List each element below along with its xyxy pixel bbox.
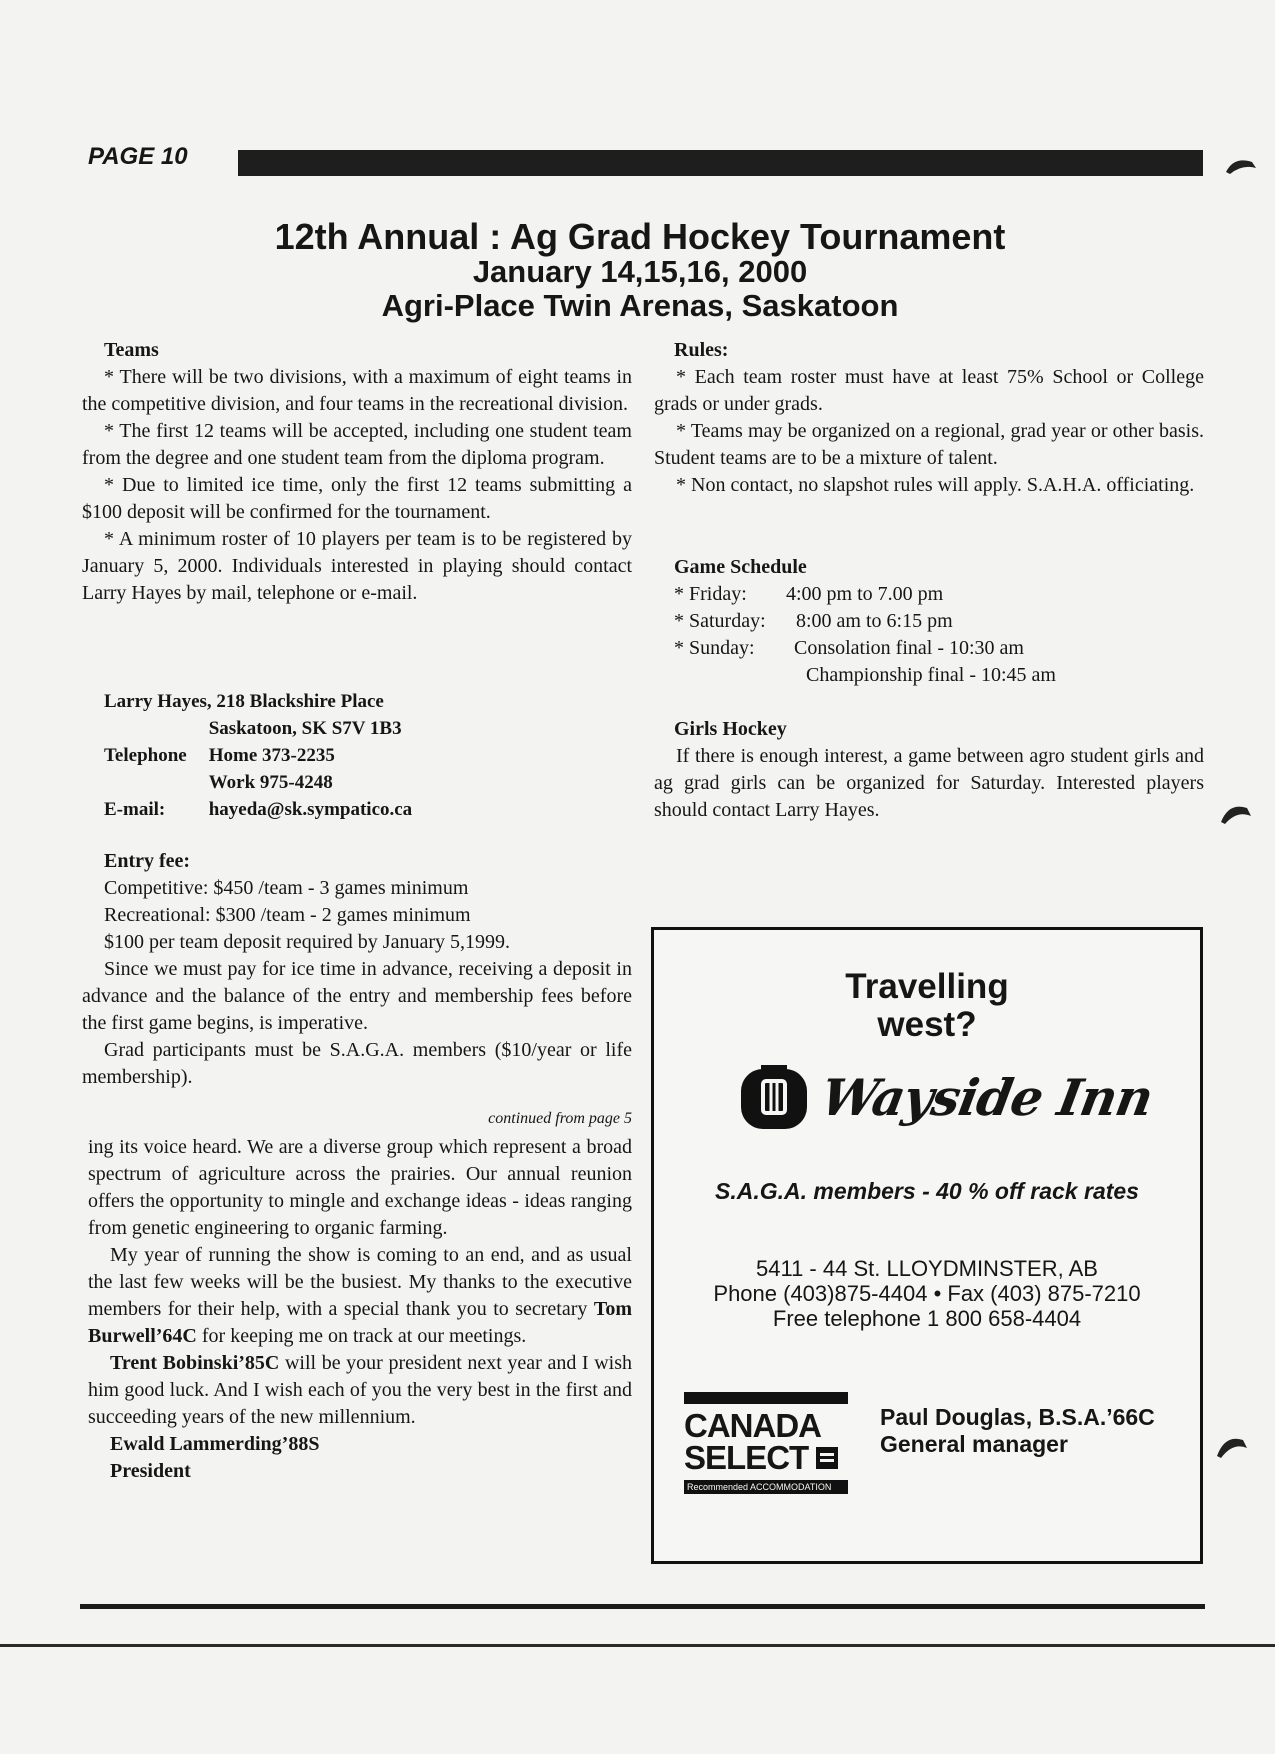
signature-title: President	[110, 1460, 191, 1482]
footer-rule	[80, 1604, 1205, 1609]
canada-select-canada: CANADA	[684, 1407, 821, 1444]
schedule-row-sunday	[674, 635, 1194, 662]
girls-hockey-section	[654, 716, 1204, 824]
teams-paragraph: * A minimum roster of 10 players per team is to be registered by January 5, 2000. Individuals interested in playing should contact Larry Hayes by mail, telephone or e-mail.	[82, 528, 632, 604]
continued-paragraph: ing its voice heard. We are a diverse group which represent a broad spectrum of agriculture across the prairies. Our annual reunion offers the opportunity to mingle and exchange ideas - ideas ranging from genetic engineering to organic farming.	[88, 1136, 632, 1239]
canada-select-select: SELECT	[684, 1439, 809, 1476]
signature-name: Ewald Lammerding’88S	[110, 1433, 320, 1455]
continued-text: My year of running the show is coming to an end, and as usual the last few weeks will be the busiest. My thanks to the executive members for their help, with a special thank you to secretary	[88, 1244, 632, 1320]
teams-paragraph: * Due to limited ice time, only the first 12 teams submitting a $100 deposit will be confirmed for the tournament.	[82, 474, 632, 523]
schedule-section	[674, 554, 1194, 689]
schedule-time: 8:00 am to 6:15 pm	[796, 610, 953, 632]
secretary-name: Tom Burwell’64C	[88, 1298, 632, 1347]
entry-fee-heading: Entry fee:	[104, 850, 191, 872]
wayside-logo	[739, 1063, 809, 1138]
entry-fee-paragraph: Grad participants must be S.A.G.A. members ($10/year or life membership).	[82, 1039, 632, 1088]
rules-section	[654, 337, 1204, 499]
continued-section	[88, 1134, 632, 1485]
binder-hole-icon	[1222, 152, 1262, 176]
page-edge-line	[0, 1644, 1275, 1647]
rule-item: * Each team roster must have at least 75% School or College grads or under grads.	[654, 366, 1204, 415]
continued-note: continued from page 5	[488, 1110, 632, 1127]
contact-city: Saskatoon, SK S7V 1B3	[208, 718, 402, 739]
entry-fee-section	[82, 848, 632, 1091]
article-dates: January 14,15,16, 2000	[472, 254, 808, 289]
schedule-day: * Saturday:	[674, 610, 766, 632]
ad-headline: Travelling	[845, 967, 1009, 1006]
logo-bar	[684, 1392, 848, 1404]
wayside-emblem-icon	[739, 1063, 809, 1133]
continued-text: for keeping me on track at our meetings.	[196, 1325, 527, 1347]
continued-text: will be your president next year and I wish him good luck. And I wish each of you the very best in the first and succeeding years of the new millennium.	[88, 1352, 632, 1428]
president-elect-name: Trent Bobinski’85C	[110, 1352, 280, 1374]
schedule-row-saturday	[674, 608, 1194, 635]
schedule-day: * Sunday:	[674, 637, 755, 659]
ad-offer: S.A.G.A. members - 40 % off rack rates	[715, 1178, 1139, 1204]
email-address[interactable]: hayeda@sk.sympatico.ca	[208, 799, 413, 820]
teams-section	[82, 337, 632, 607]
ad-address: 5411 - 44 St. LLOYDMINSTER, AB	[756, 1256, 1098, 1281]
contact-name-address: Larry Hayes, 218 Blackshire Place	[104, 691, 384, 712]
teams-heading: Teams	[104, 339, 159, 361]
entry-fee-paragraph: Since we must pay for ice time in advance, receiving a deposit in advance and the balance of the entry and membership fees before the first game begins, is imperative.	[82, 958, 632, 1034]
article-venue: Agri-Place Twin Arenas, Saskatoon	[381, 288, 899, 323]
continued-paragraph	[88, 1242, 632, 1350]
rule-item: * Teams may be organized on a regional, grad year or other basis. Student teams are to be a mixture of talent.	[654, 420, 1204, 469]
binder-hole-icon	[1217, 798, 1257, 826]
fee-competitive: Competitive: $450 /team - 3 games minimum	[104, 877, 469, 899]
continued-paragraph	[88, 1350, 632, 1431]
email-label: E-mail:	[104, 799, 166, 820]
teams-paragraph: * There will be two divisions, with a maximum of eight teams in the competitive division, and four teams in the recreational division.	[82, 366, 632, 415]
wayside-inn-ad	[651, 927, 1203, 1564]
schedule-row-friday	[674, 581, 1194, 608]
rule-item: * Non contact, no slapshot rules will apply. S.A.H.A. officiating.	[676, 474, 1195, 496]
telephone-label: Telephone	[104, 745, 187, 766]
page-number: PAGE 10	[88, 143, 188, 170]
schedule-time: Consolation final - 10:30 am	[794, 637, 1024, 659]
fee-recreational: Recreational: $300 /team - 2 games minimum	[104, 904, 471, 926]
girls-hockey-text: If there is enough interest, a game between agro student girls and ag grad girls can be organized for Saturday. Interested players should contact Larry Hayes.	[654, 745, 1204, 821]
canada-select-row	[684, 1439, 848, 1476]
girls-hockey-heading: Girls Hockey	[674, 718, 787, 740]
schedule-time: 4:00 pm to 7.00 pm	[786, 583, 944, 605]
canada-select-tagline: Recommended ACCOMMODATION	[684, 1480, 848, 1494]
ad-headline: west?	[877, 1005, 977, 1044]
home-phone: Home 373-2235	[208, 745, 335, 766]
rules-heading: Rules:	[674, 339, 729, 361]
ad-phone-fax: Phone (403)875-4404 • Fax (403) 875-7210	[713, 1281, 1141, 1306]
manager-name: Paul Douglas, B.S.A.’66C	[880, 1404, 1155, 1430]
ad-free-phone: Free telephone 1 800 658-4404	[772, 1306, 1082, 1331]
teams-paragraph: * The first 12 teams will be accepted, including one student team from the degree and one student team from the diploma program.	[82, 420, 632, 469]
schedule-row-sunday-2: Championship final - 10:45 am	[806, 664, 1056, 686]
binder-hole-icon	[1213, 1430, 1253, 1460]
schedule-day: * Friday:	[674, 583, 747, 605]
work-phone: Work 975-4248	[208, 772, 333, 793]
canada-select-emblem-icon	[816, 1447, 838, 1469]
contact-block	[104, 688, 434, 823]
schedule-heading: Game Schedule	[674, 556, 807, 578]
canada-select-logo	[684, 1392, 848, 1494]
manager-title: General manager	[880, 1431, 1068, 1457]
fee-deposit: $100 per team deposit required by January 5,1999.	[104, 931, 511, 953]
header-bar	[238, 150, 1203, 176]
ad-brand-name: Wayside Inn	[816, 1068, 1157, 1127]
article-title: 12th Annual : Ag Grad Hockey Tournament	[274, 216, 1006, 257]
